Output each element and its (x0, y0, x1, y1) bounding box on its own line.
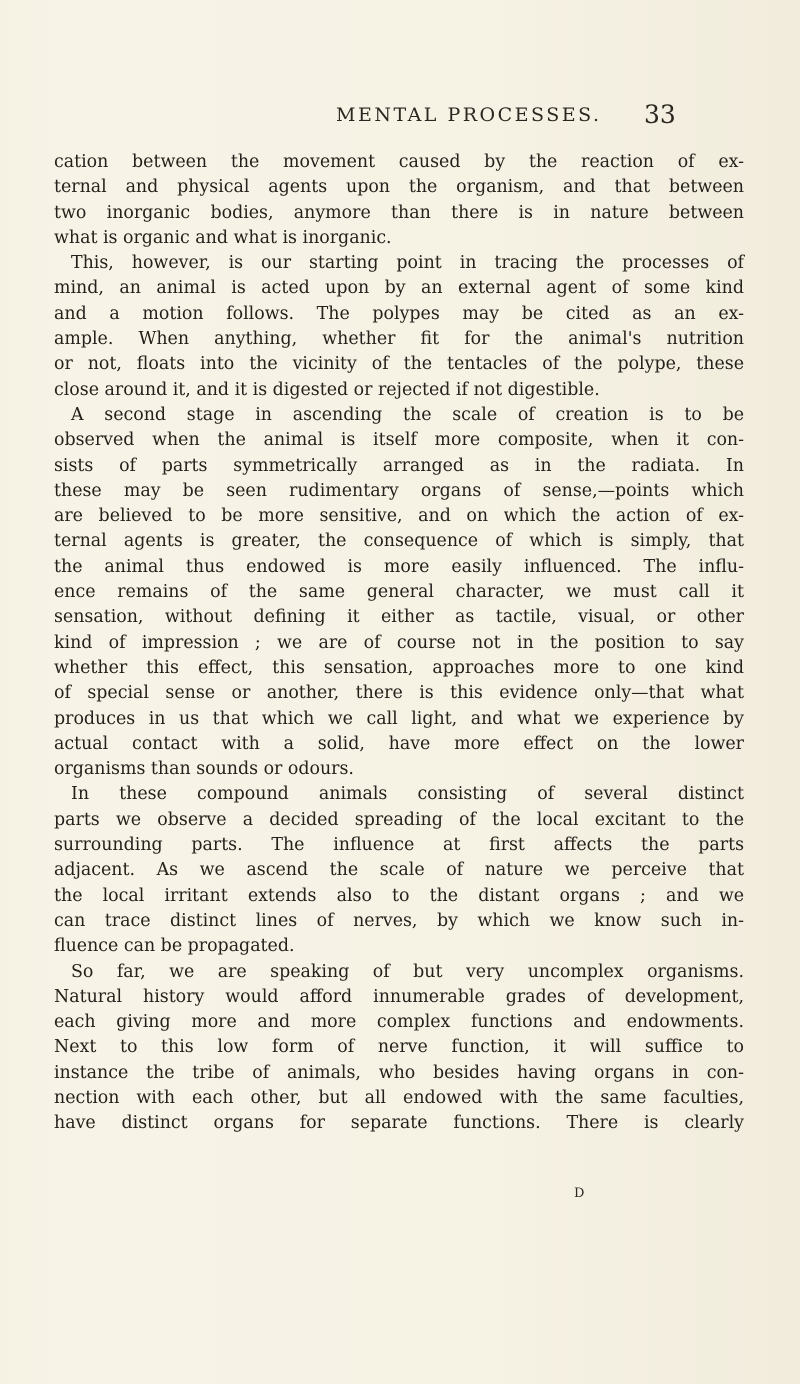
text-line: surrounding parts. The influence at first affects the parts (54, 835, 744, 856)
text-line: fluence can be propagated. (54, 936, 295, 957)
page-number: 33 (644, 100, 676, 129)
text-line: parts we observe a decided spreading of the local excitant to the (54, 809, 744, 830)
paragraph (54, 251, 744, 403)
text-line: Natural history would afford innumerable grades of development, (54, 986, 744, 1007)
text-line: This, however, is our starting point in tracing the processes of (71, 253, 744, 274)
paragraph (54, 782, 744, 959)
text-line: nection with each other, but all endowed with the same faculties, (54, 1087, 744, 1108)
text-line: of special sense or another, there is this evidence only—that what (54, 683, 744, 704)
text-line: whether this effect, this sensation, approaches more to one kind (54, 657, 744, 678)
text-line: what is organic and what is inorganic. (54, 227, 392, 248)
page-header (0, 100, 800, 144)
text-line: ternal and physical agents upon the organism, and that between (54, 177, 744, 198)
text-line: close around it, and it is digested or rejected if not digestible. (54, 379, 600, 400)
paragraph (54, 403, 744, 782)
text-line: cation between the movement caused by the reaction of ex- (54, 152, 744, 172)
text-line: So far, we are speaking of but very uncomplex organisms. (71, 961, 744, 982)
text-line: the local irritant extends also to the distant organs ; and we (54, 885, 744, 906)
paragraph (54, 150, 744, 251)
text-line: A second stage in ascending the scale of creation is to be (71, 404, 744, 425)
text-line: sensation, without defining it either as tactile, visual, or other (54, 607, 744, 628)
text-line: mind, an animal is acted upon by an external agent of some kind (54, 278, 744, 299)
text-line: actual contact with a solid, have more effect on the lower (54, 733, 744, 754)
text-line: organisms than sounds or odours. (54, 759, 354, 780)
text-line: the animal thus endowed is more easily influenced. The influ- (54, 556, 744, 577)
body-text (54, 150, 744, 1137)
text-line: Next to this low form of nerve function, it will suffice to (54, 1037, 744, 1058)
text-line: ence remains of the same general character, we must call it (54, 582, 744, 603)
text-line: ternal agents is greater, the consequence of which is simply, that (54, 531, 744, 552)
text-line: each giving more and more complex functions and endowments. (54, 1012, 744, 1033)
text-line: can trace distinct lines of nerves, by which we know such in- (54, 910, 744, 931)
text-line: these may be seen rudimentary organs of sense,—points which (54, 480, 744, 501)
text-line: instance the tribe of animals, who besides having organs in con- (54, 1062, 744, 1083)
text-line: produces in us that which we call light, and what we experience by (54, 708, 744, 729)
text-line: two inorganic bodies, anymore than there is in nature between (54, 202, 744, 223)
text-line: adjacent. As we ascend the scale of nature we perceive that (54, 860, 744, 881)
paragraph (54, 960, 744, 1137)
text-line: and a motion follows. The polypes may be cited as an ex- (54, 303, 744, 324)
text-line: or not, floats into the vicinity of the tentacles of the polype, these (54, 354, 744, 375)
text-line: have distinct organs for separate functions. There is clearly (54, 1113, 744, 1134)
running-head: MENTAL PROCESSES. (336, 104, 602, 126)
signature-mark: D (574, 1186, 585, 1201)
text-line: sists of parts symmetrically arranged as in the radiata. In (54, 455, 744, 476)
text-line: In these compound animals consisting of several distinct (71, 784, 744, 805)
text-line: observed when the animal is itself more composite, when it con- (54, 430, 744, 451)
text-line: kind of impression ; we are of course not in the position to say (54, 632, 744, 653)
text-line: ample. When anything, whether fit for the animal's nutrition (54, 329, 744, 350)
text-line: are believed to be more sensitive, and on which the action of ex- (54, 506, 744, 527)
